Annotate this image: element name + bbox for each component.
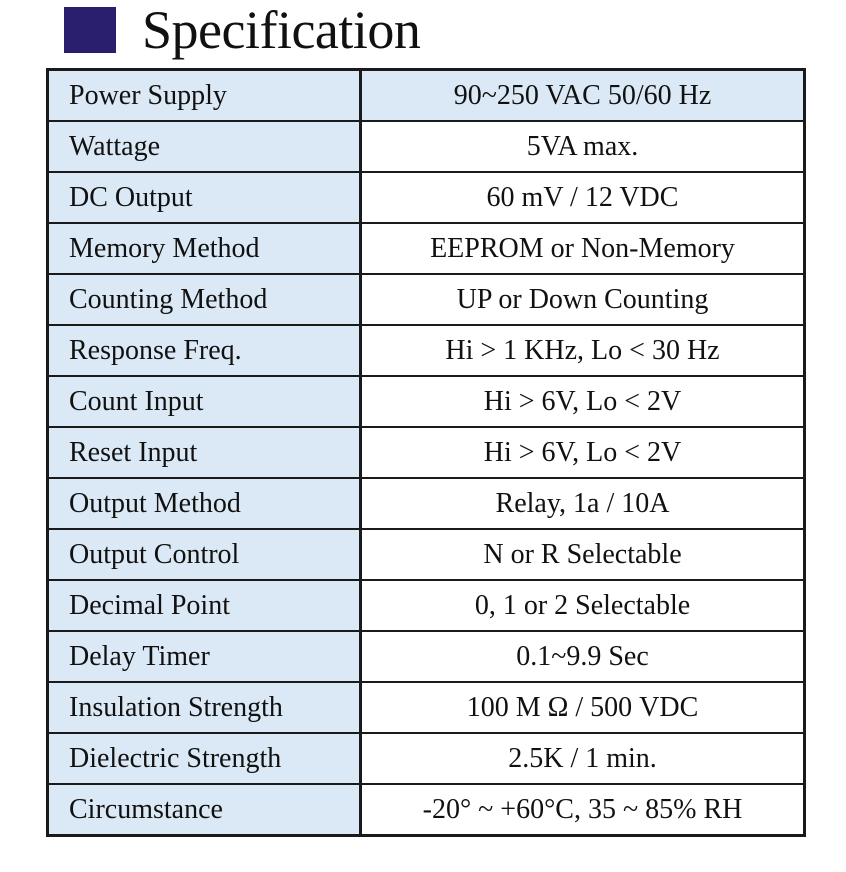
spec-row: [48, 274, 805, 325]
spec-label: Circumstance: [48, 784, 361, 836]
spec-value: -20° ~ +60°C, 35 ~ 85% RH: [361, 784, 805, 836]
spec-value: EEPROM or Non-Memory: [361, 223, 805, 274]
spec-value: Hi > 6V, Lo < 2V: [361, 376, 805, 427]
spec-value: 2.5K / 1 min.: [361, 733, 805, 784]
spec-row: [48, 172, 805, 223]
spec-value: 100 M Ω / 500 VDC: [361, 682, 805, 733]
spec-row: [48, 529, 805, 580]
spec-value: 0.1~9.9 Sec: [361, 631, 805, 682]
spec-row: [48, 784, 805, 836]
spec-row: [48, 733, 805, 784]
spec-label: Delay Timer: [48, 631, 361, 682]
spec-label: Output Control: [48, 529, 361, 580]
spec-row: [48, 325, 805, 376]
spec-row: [48, 682, 805, 733]
spec-value: Relay, 1a / 10A: [361, 478, 805, 529]
spec-row: [48, 223, 805, 274]
title-square-icon: [64, 7, 116, 53]
page-header: [64, 2, 420, 58]
spec-label: Reset Input: [48, 427, 361, 478]
spec-row: [48, 376, 805, 427]
spec-row: [48, 631, 805, 682]
specification-table-body: [48, 70, 805, 836]
spec-row: [48, 478, 805, 529]
spec-row: [48, 121, 805, 172]
spec-row: [48, 70, 805, 122]
spec-label: Output Method: [48, 478, 361, 529]
spec-label: Wattage: [48, 121, 361, 172]
spec-row: [48, 580, 805, 631]
spec-value: 90~250 VAC 50/60 Hz: [361, 70, 805, 122]
spec-value: UP or Down Counting: [361, 274, 805, 325]
spec-value: 5VA max.: [361, 121, 805, 172]
spec-label: Decimal Point: [48, 580, 361, 631]
spec-value: 60 mV / 12 VDC: [361, 172, 805, 223]
spec-value: 0, 1 or 2 Selectable: [361, 580, 805, 631]
spec-label: Counting Method: [48, 274, 361, 325]
spec-value: N or R Selectable: [361, 529, 805, 580]
spec-label: Memory Method: [48, 223, 361, 274]
spec-label: Insulation Strength: [48, 682, 361, 733]
spec-label: Power Supply: [48, 70, 361, 122]
specification-table: [46, 68, 806, 837]
spec-value: Hi > 1 KHz, Lo < 30 Hz: [361, 325, 805, 376]
spec-value: Hi > 6V, Lo < 2V: [361, 427, 805, 478]
spec-label: Dielectric Strength: [48, 733, 361, 784]
spec-label: Count Input: [48, 376, 361, 427]
spec-label: Response Freq.: [48, 325, 361, 376]
spec-row: [48, 427, 805, 478]
spec-label: DC Output: [48, 172, 361, 223]
page-title: Specification: [142, 0, 421, 60]
